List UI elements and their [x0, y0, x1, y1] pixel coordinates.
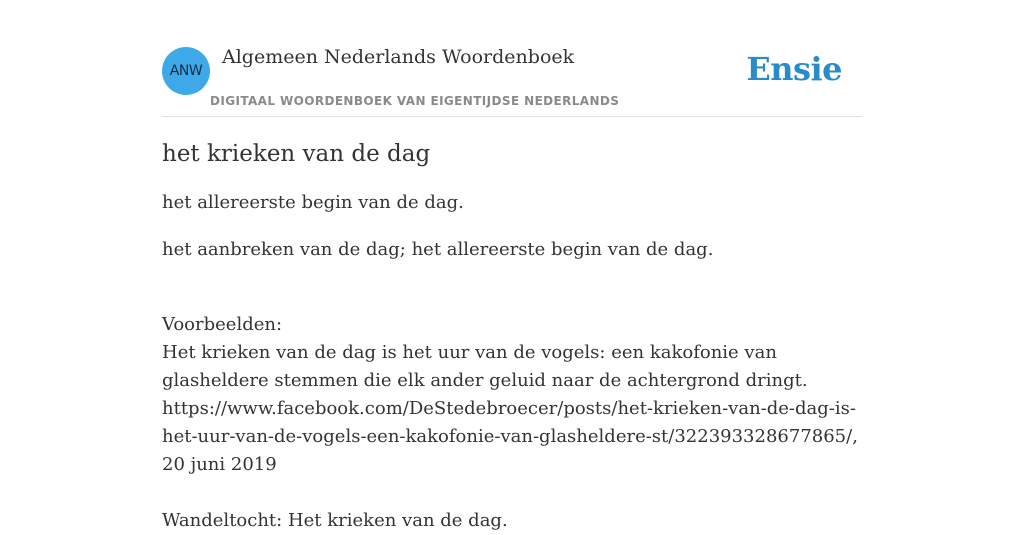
example-1: Het krieken van de dag is het uur van de vogels: een kakofonie van glasheldere stemmen die elk ander geluid naar de achtergrond dringt. https://www.facebook.com/DeStedebroecer/posts/het-krieken-van-de-dag-is-het-uur-van-de-vogels-een-kakofonie-van-glasheldere-st/322393328677865/, 20 juni 2019 [162, 342, 858, 475]
ensie-brand-logo[interactable]: Ensie [746, 50, 842, 88]
example-2: Wandeltocht: Het krieken van de dag. [162, 510, 508, 531]
examples-label: Voorbeelden: [162, 314, 283, 335]
logo-text: ANW [169, 63, 203, 79]
entry-title: het krieken van de dag [162, 141, 431, 167]
anw-logo[interactable] [162, 47, 210, 95]
definition-2: het aanbreken van de dag; het allereerste begin van de dag. [162, 239, 714, 260]
site-header [162, 0, 862, 117]
dictionary-subtitle: DIGITAAL WOORDENBOEK VAN EIGENTIJDSE NEDERLANDS [210, 94, 620, 108]
spacer [162, 479, 862, 507]
entry-content [162, 138, 862, 535]
spacer [162, 283, 862, 311]
examples-block [162, 283, 862, 535]
definition-1: het allereerste begin van de dag. [162, 192, 464, 213]
dictionary-title[interactable]: Algemeen Nederlands Woordenboek [222, 46, 575, 68]
